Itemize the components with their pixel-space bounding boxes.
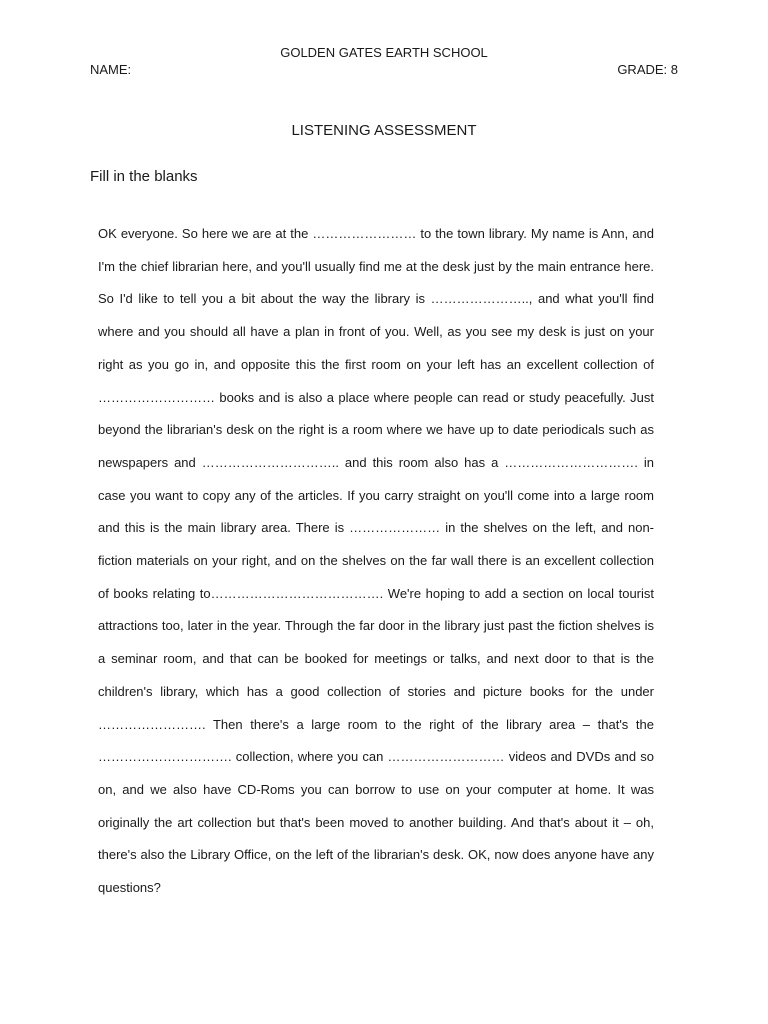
instruction: Fill in the blanks: [90, 168, 198, 185]
school-name: GOLDEN GATES EARTH SCHOOL: [280, 45, 488, 60]
page-title: LISTENING ASSESSMENT: [291, 122, 477, 139]
passage-text: OK everyone. So here we are at the …………………… to the town library. My name is Ann, and I'm the chief librarian here, and you'll usually find me at the desk just by the main entrance here. So I'd like to tell you a bit about the way the library is ………………….., and what you'll find where and you should all have a plan in front of you. Well, as you see my desk is just on your right as you go in, and opposite this the first room on your left has an excellent collection of ……………………… books and is also a place where people can read or study peacefully. Just beyond the librarian's desk on the right is a room where we have up to date periodicals such as newspapers and ………………………….. and this room also has a …………………………. in case you want to copy any of the articles. If you carry straight on you'll come into a large room and this is the main library area. There is ………………… in the shelves on the left, and non-fiction materials on your right, and on the shelves on the far wall there is an excellent collection of books relating to…………………………………. We're hoping to add a section on local tourist attractions too, later in the year. Through the far door in the library just past the fiction shelves is a seminar room, and that can be booked for meetings or talks, and next door to that is the children's library, which has a good collection of stories and picture books for the under ……………………. Then there's a large room to the right of the library area – that's the …………………………. collection, where you can ……………………… videos and DVDs and so on, and we also have CD-Roms you can borrow to use on your computer at home. It was originally the art collection but that's been moved to another building. And that's about it – oh, there's also the Library Office, on the left of the librarian's desk. OK, now does anyone have any questions?: [98, 226, 654, 896]
grade-label: GRADE: 8: [617, 62, 678, 77]
name-label: NAME:: [90, 62, 132, 77]
